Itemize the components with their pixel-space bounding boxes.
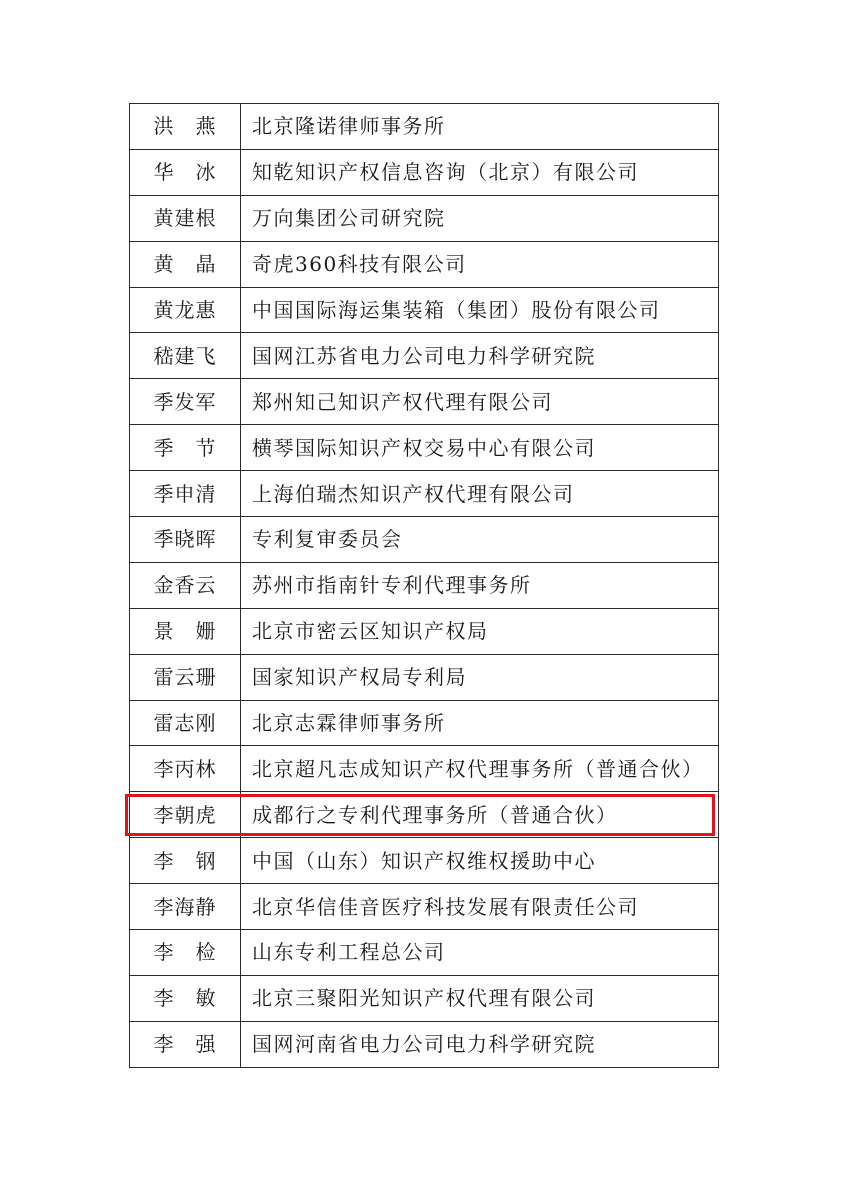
- name-cell: 季申清: [130, 471, 241, 517]
- table-row: [130, 287, 719, 333]
- organization-cell: 上海伯瑞杰知识产权代理有限公司: [241, 471, 719, 517]
- organization-cell: 横琴国际知识产权交易中心有限公司: [241, 425, 719, 471]
- name-cell: 洪 燕: [130, 104, 241, 150]
- organization-cell: 苏州市指南针专利代理事务所: [241, 562, 719, 608]
- organization-cell: 郑州知己知识产权代理有限公司: [241, 379, 719, 425]
- table-row: [130, 379, 719, 425]
- name-cell: 景 姗: [130, 608, 241, 654]
- organization-cell: 万向集团公司研究院: [241, 195, 719, 241]
- organization-cell: 北京三聚阳光知识产权代理有限公司: [241, 975, 719, 1021]
- organization-cell: 北京超凡志成知识产权代理事务所（普通合伙）: [241, 746, 719, 792]
- name-cell: 李海静: [130, 884, 241, 930]
- organization-cell: 中国（山东）知识产权维权援助中心: [241, 838, 719, 884]
- name-cell: 李丙林: [130, 746, 241, 792]
- name-cell: 黄建根: [130, 195, 241, 241]
- table-row: [130, 517, 719, 563]
- table-row: [130, 608, 719, 654]
- name-cell: 季晓晖: [130, 517, 241, 563]
- table-row: [130, 149, 719, 195]
- name-cell: 季 节: [130, 425, 241, 471]
- table-row: [130, 195, 719, 241]
- organization-cell: 奇虎360科技有限公司: [241, 241, 719, 287]
- table-row: [130, 562, 719, 608]
- organization-cell: 北京市密云区知识产权局: [241, 608, 719, 654]
- table-row: [130, 471, 719, 517]
- name-cell: 李 强: [130, 1021, 241, 1067]
- name-cell: 李 钢: [130, 838, 241, 884]
- name-cell: 季发军: [130, 379, 241, 425]
- table-row: [130, 654, 719, 700]
- organization-cell: 知乾知识产权信息咨询（北京）有限公司: [241, 149, 719, 195]
- roster-table: [129, 103, 719, 1068]
- organization-cell: 北京华信佳音医疗科技发展有限责任公司: [241, 884, 719, 930]
- organization-cell: 国网河南省电力公司电力科学研究院: [241, 1021, 719, 1067]
- name-cell: 嵇建飞: [130, 333, 241, 379]
- name-cell: 李 检: [130, 930, 241, 976]
- organization-cell: 专利复审委员会: [241, 517, 719, 563]
- table-row: [130, 425, 719, 471]
- organization-cell: 国家知识产权局专利局: [241, 654, 719, 700]
- table-row: [130, 1021, 719, 1067]
- table-row: [130, 838, 719, 884]
- organization-cell: 山东专利工程总公司: [241, 930, 719, 976]
- organization-cell: 国网江苏省电力公司电力科学研究院: [241, 333, 719, 379]
- table-row: [130, 241, 719, 287]
- table-row: [130, 333, 719, 379]
- name-cell: 雷云珊: [130, 654, 241, 700]
- organization-cell: 成都行之专利代理事务所（普通合伙）: [241, 792, 719, 838]
- organization-cell: 中国国际海运集装箱（集团）股份有限公司: [241, 287, 719, 333]
- table-row: [130, 930, 719, 976]
- table-row: [130, 746, 719, 792]
- name-cell: 雷志刚: [130, 700, 241, 746]
- name-cell: 黄龙惠: [130, 287, 241, 333]
- name-cell: 李朝虎: [130, 792, 241, 838]
- table-row: [130, 884, 719, 930]
- name-cell: 黄 晶: [130, 241, 241, 287]
- table-row: [130, 104, 719, 150]
- table-row: [130, 700, 719, 746]
- organization-cell: 北京隆诺律师事务所: [241, 104, 719, 150]
- table-row: [130, 975, 719, 1021]
- table-row-highlighted: [130, 792, 719, 838]
- roster-body: [130, 104, 719, 1068]
- organization-cell: 北京志霖律师事务所: [241, 700, 719, 746]
- name-cell: 华 冰: [130, 149, 241, 195]
- name-cell: 李 敏: [130, 975, 241, 1021]
- name-cell: 金香云: [130, 562, 241, 608]
